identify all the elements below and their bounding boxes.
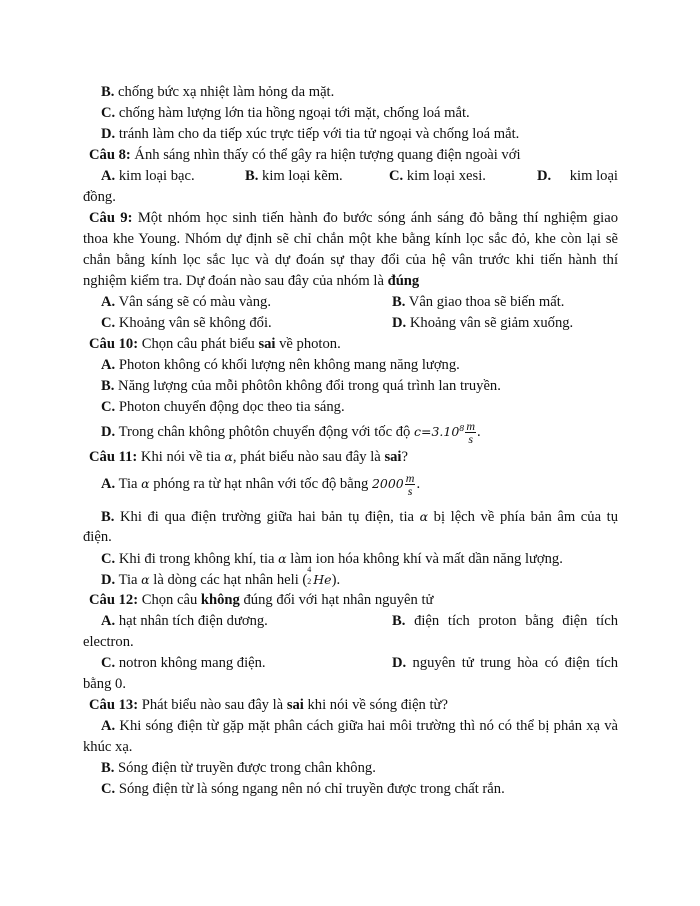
q11-option-d: D. Tia α là dòng các hạt nhân heli ( 4 2 He). — [101, 565, 341, 588]
q12-stem: Câu 12: Chọn câu không đúng đối với hạt nhân nguyên tử — [89, 592, 434, 608]
q12-option-c: C. notron không mang điện. — [101, 655, 266, 671]
q13-option-a: A. Khi sóng điện từ gặp mặt phân cách giữa hai môi trường thì nó có thể bị phản xạ và — [101, 718, 618, 734]
q9-option-d: D. Khoảng vân sẽ giảm xuống. — [392, 315, 574, 331]
unit-fraction: $\frac{m}{s}$ — [466, 419, 476, 447]
q12-option-b: B. điện tích proton bằng điện tích — [392, 613, 618, 629]
q13-option-a-continued: khúc xạ. — [83, 739, 133, 755]
speed-of-light-formula: $c=3.10^8$ — [413, 424, 465, 440]
q13-option-c: C. Sóng điện từ là sóng ngang nên nó chỉ truyền được trong chất rắn. — [101, 781, 505, 797]
unit-fraction: $\frac{m}{s}$ — [405, 471, 415, 499]
q8-option-a: A. kim loại bạc. — [101, 168, 195, 184]
q11-option-b-continued: điện. — [83, 529, 112, 545]
q7-option-c: C. chống hàm lượng lớn tia hồng ngoại tới mặt, chống loá mắt. — [101, 105, 470, 121]
q9-stem-line4: nghiệm kiểm tra. Dự đoán nào sau đây của nhóm là đúng — [83, 273, 420, 289]
q10-stem: Câu 10: Chọn câu phát biểu sai về photon. — [89, 336, 341, 352]
q12-option-d: D. nguyên tử trung hòa có điện tích — [392, 655, 618, 671]
q10-option-b: B. Năng lượng của mỗi phôtôn không đổi trong quá trình lan truyền. — [101, 378, 501, 394]
q10-option-d: D. Trong chân không phôtôn chuyển động với tốc độ $c=3.10^8$ $\frac{m}{s}$ . — [101, 419, 481, 447]
q9-option-b: B. Vân giao thoa sẽ biến mất. — [392, 294, 565, 310]
q9-stem-line3: chắn bằng kính lọc sắc lục và dự đoán sự thay đổi của hệ vân trước khi tiến hành thí — [83, 252, 618, 268]
helium-nucleus-notation: 4 2 He — [307, 565, 332, 587]
q7-option-b: B. chống bức xạ nhiệt làm hỏng da mặt. — [101, 84, 335, 100]
q11-stem: Câu 11: Khi nói về tia α, phát biểu nào sau đây là sai? — [89, 449, 408, 465]
q11-option-a: A. Tia α phóng ra từ hạt nhân với tốc độ bằng 2000 $\frac{m}{s}$ . — [101, 471, 421, 499]
q7-option-d: D. tránh làm cho da tiếp xúc trực tiếp với tia tử ngoại và chống loá mắt. — [101, 126, 520, 142]
q8-option-c: C. kim loại xesi. — [389, 168, 486, 184]
q8-option-d: D. kim loại — [537, 168, 618, 184]
q8-stem: Câu 8: Ánh sáng nhìn thấy có thể gây ra hiện tượng quang điện ngoài với — [89, 147, 521, 163]
q9-option-c: C. Khoảng vân sẽ không đổi. — [101, 315, 272, 331]
q12-option-b-continued: electron. — [83, 634, 134, 650]
q12-option-a: A. hạt nhân tích điện dương. — [101, 613, 268, 629]
q11-option-c: C. Khi đi trong không khí, tia α làm ion hóa không khí và mất dần năng lượng. — [101, 551, 563, 567]
q9-stem-line1: Câu 9: Một nhóm học sinh tiến hành đo bước sóng ánh sáng đỏ bằng thí nghiệm giao — [89, 210, 618, 226]
q9-stem-line2: thoa khe Young. Nhóm dự định sẽ chỉ chắn một khe bằng kính lọc sắc đỏ, khe còn lại sẽ — [83, 231, 618, 247]
q13-stem: Câu 13: Phát biểu nào sau đây là sai khi nói về sóng điện từ? — [89, 697, 448, 713]
q8-option-b: B. kim loại kẽm. — [245, 168, 343, 184]
q12-option-d-continued: bằng 0. — [83, 676, 126, 692]
q11-option-b: B. Khi đi qua điện trường giữa hai bản tụ điện, tia α bị lệch về phía bản âm của tụ — [101, 509, 619, 525]
q9-option-a: A. Vân sáng sẽ có màu vàng. — [101, 294, 271, 310]
q10-option-c: C. Photon chuyển động dọc theo tia sáng. — [101, 399, 345, 415]
q8-option-d-continued: đồng. — [83, 189, 116, 205]
q13-option-b: B. Sóng điện từ truyền được trong chân không. — [101, 760, 376, 776]
q10-option-a: A. Photon không có khối lượng nên không mang năng lượng. — [101, 357, 460, 373]
